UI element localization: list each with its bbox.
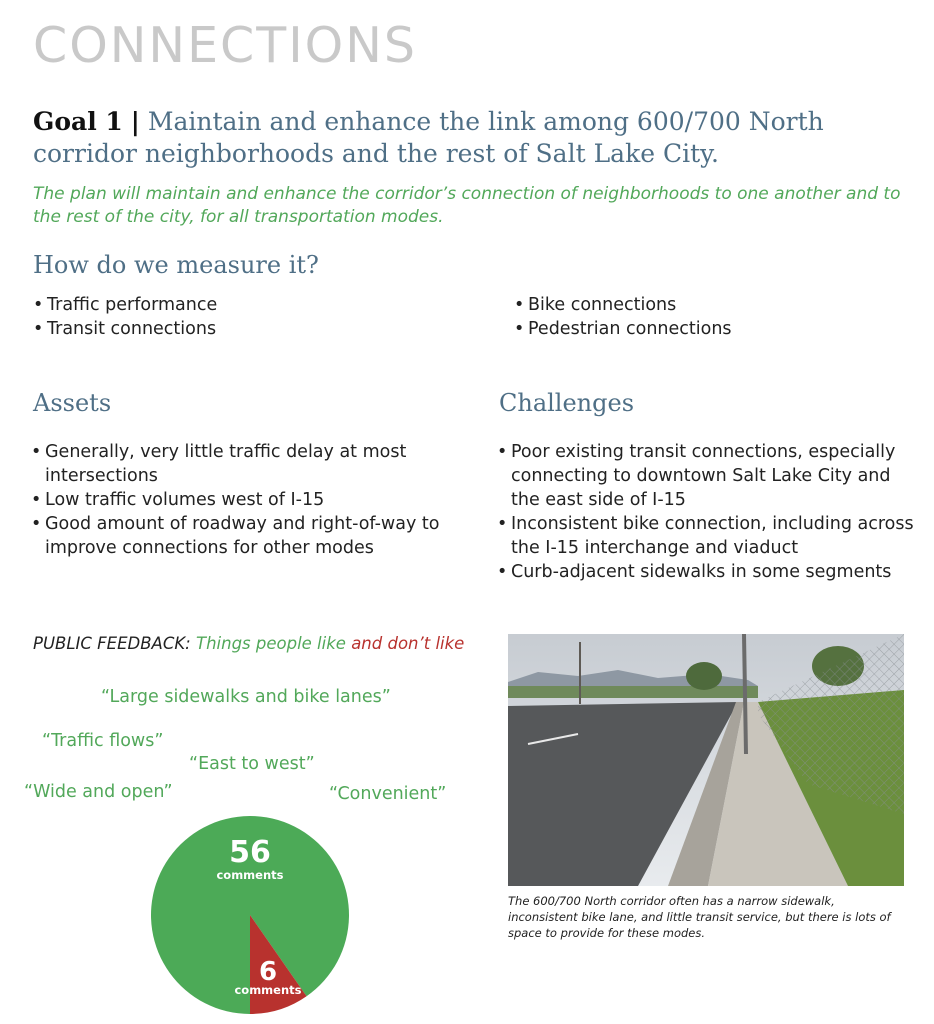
feedback-quote: “Convenient”	[329, 784, 447, 804]
goal-text: Maintain and enhance the link among 600/700 North corridor neighborhoods and the rest of Salt Lake City.	[33, 107, 824, 168]
pie-value-small: 6	[258, 957, 278, 987]
section-title: CONNECTIONS	[33, 17, 417, 74]
measure-list-left	[33, 293, 217, 341]
feedback-prefix: PUBLIC FEEDBACK:	[33, 634, 191, 653]
goal-description: The plan will maintain and enhance the corridor’s connection of neighborhoods to one another and to the rest of the city, for all transportation modes.	[33, 184, 901, 227]
measure-list-right	[514, 293, 732, 341]
feedback-dislike-text: and don’t like	[351, 634, 465, 653]
assets-title: Assets	[33, 389, 112, 417]
feedback-pie-chart	[150, 815, 350, 1015]
goal-separator: |	[130, 107, 140, 136]
photo-caption: The 600/700 North corridor often has a narrow sidewalk, inconsistent bike lane, and little transit service, but there is lots of space to provide for these modes.	[508, 894, 891, 940]
pie-value-large: 56	[229, 835, 271, 870]
feedback-quote: “Wide and open”	[24, 782, 173, 802]
list-item: • Bike connections	[514, 293, 732, 317]
list-item: • Good amount of roadway and right-of-way to improve connections for other modes	[31, 512, 461, 560]
challenges-title: Challenges	[499, 389, 635, 417]
feedback-quote: “Large sidewalks and bike lanes”	[101, 687, 391, 707]
list-item: • Pedestrian connections	[514, 317, 732, 341]
photo-pole	[744, 634, 746, 754]
list-item: • Transit connections	[33, 317, 217, 341]
feedback-like-text: Things people like	[195, 634, 346, 653]
list-item: • Traffic performance	[33, 293, 217, 317]
challenges-list	[497, 440, 922, 584]
goal-heading	[33, 106, 913, 170]
photo-tree	[686, 662, 722, 690]
pie-label-large: comments	[216, 868, 284, 882]
photo-trees	[508, 686, 758, 698]
list-item: • Inconsistent bike connection, including across the I-15 interchange and viaduct	[497, 512, 922, 560]
feedback-quote: “East to west”	[189, 754, 315, 774]
list-item: • Low traffic volumes west of I-15	[31, 488, 461, 512]
list-item: • Curb-adjacent sidewalks in some segments	[497, 560, 922, 584]
measure-title: How do we measure it?	[33, 251, 319, 279]
feedback-label	[33, 634, 464, 653]
corridor-photo	[508, 634, 904, 886]
pie-label-small: comments	[234, 983, 302, 997]
assets-list	[31, 440, 461, 560]
goal-label: Goal 1	[33, 107, 123, 136]
feedback-quote: “Traffic flows”	[42, 731, 164, 751]
list-item: • Generally, very little traffic delay at most intersections	[31, 440, 461, 488]
list-item: • Poor existing transit connections, especially connecting to downtown Salt Lake City and the east side of I-15	[497, 440, 922, 512]
